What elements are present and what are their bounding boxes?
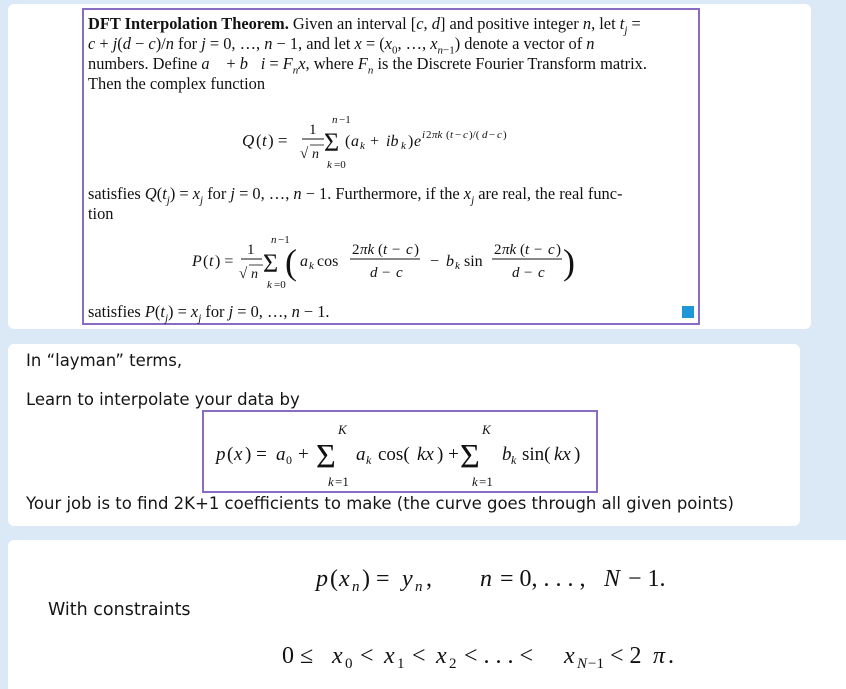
svg-text:t: t	[450, 129, 454, 141]
svg-text:=0: =0	[334, 159, 346, 171]
svg-text:n: n	[480, 566, 492, 592]
constraint-inequality	[280, 633, 740, 677]
svg-text:a: a	[356, 444, 366, 465]
svg-text:a: a	[300, 253, 308, 270]
svg-text:N: N	[604, 566, 621, 592]
svg-text:=1: =1	[335, 474, 349, 489]
theorem-line-5: satisfies $Q(t_j) = x_j$ for j = 0, …, n − 1. Furthermore, if the $x_j$ are real, the real func-	[88, 184, 623, 207]
svg-text:x: x	[339, 566, 350, 592]
svg-text:N: N	[577, 656, 588, 672]
svg-text:−: −	[534, 242, 543, 258]
svg-text:x: x	[332, 643, 343, 669]
svg-text:−: −	[489, 129, 496, 141]
svg-text:1: 1	[247, 242, 255, 258]
svg-text:y: y	[402, 566, 413, 592]
svg-text:(: (	[378, 242, 383, 258]
svg-text:sin: sin	[464, 253, 483, 270]
svg-text:) =: ) =	[362, 566, 390, 592]
svg-text:cos: cos	[317, 253, 339, 270]
svg-text:n: n	[251, 267, 258, 282]
svg-text:k: k	[328, 474, 334, 489]
interpolation-condition	[310, 556, 710, 600]
svg-text:p: p	[216, 444, 226, 465]
svg-text:cos(: cos(	[378, 444, 410, 465]
svg-text:k: k	[327, 159, 332, 171]
p-equation	[184, 230, 624, 296]
fourier-series-frame	[202, 410, 598, 493]
svg-text:n: n	[352, 579, 360, 595]
svg-text:k: k	[360, 140, 365, 152]
svg-text:1: 1	[397, 656, 405, 672]
svg-text:(: (	[203, 253, 209, 270]
svg-text:<: <	[412, 643, 426, 669]
svg-text:0: 0	[286, 453, 292, 467]
svg-text:.: .	[668, 643, 674, 669]
svg-text:πk: πk	[432, 129, 443, 141]
job-text: Your job is to find 2K+1 coefficients to make (the curve goes through all given points)	[26, 494, 734, 513]
svg-text:1: 1	[309, 122, 317, 138]
svg-text:k: k	[267, 279, 272, 291]
svg-text:Σ: Σ	[324, 128, 340, 157]
svg-text:=0: =0	[274, 279, 286, 291]
svg-text:d: d	[512, 265, 520, 281]
fourier-series-equation	[204, 412, 596, 491]
svg-text:p: p	[316, 566, 328, 592]
svg-text:a: a	[351, 133, 359, 150]
theorem-line-7: satisfies $P(t_j) = x_j$ for j = 0, …, n − 1.	[88, 302, 330, 325]
svg-text:−1: −1	[339, 114, 351, 126]
svg-text:c: c	[538, 265, 545, 281]
svg-text:x: x	[384, 643, 395, 669]
svg-text:K: K	[338, 422, 347, 437]
svg-text:(: (	[345, 133, 351, 150]
svg-text:P: P	[192, 253, 202, 270]
svg-text:): )	[574, 444, 581, 465]
svg-text:−1: −1	[588, 656, 604, 672]
svg-text:) +: ) +	[437, 444, 459, 465]
svg-text:e: e	[414, 133, 422, 150]
svg-text:c: c	[396, 265, 403, 281]
svg-text:sin(: sin(	[522, 444, 551, 465]
svg-text:i: i	[422, 129, 426, 141]
svg-text:√: √	[239, 266, 248, 282]
svg-text:<: <	[360, 643, 374, 669]
svg-text:k: k	[455, 260, 460, 272]
svg-text:c: c	[406, 242, 413, 258]
theorem-line-6: tion	[88, 204, 114, 223]
svg-text:) =: ) =	[268, 131, 288, 150]
svg-text:d: d	[370, 265, 378, 281]
svg-text:k: k	[401, 140, 406, 152]
theorem-line-1-text: Given an interval [c, d] and positive integer n, let $t_j$ =	[292, 14, 641, 37]
svg-text:+: +	[298, 444, 309, 465]
svg-text:(: (	[256, 131, 262, 150]
svg-text:c: c	[548, 242, 555, 258]
theorem-line-4: Then the complex function	[88, 74, 266, 93]
svg-text:− 1.: − 1.	[628, 566, 666, 592]
svg-text:k: k	[366, 453, 372, 467]
svg-text:0: 0	[345, 656, 353, 672]
svg-text:(: (	[330, 566, 338, 592]
theorem-card	[8, 4, 811, 329]
svg-text:Q: Q	[242, 131, 255, 150]
svg-text:−: −	[392, 242, 401, 258]
svg-text:): )	[408, 133, 414, 150]
svg-text:b: b	[446, 253, 454, 270]
theorem-title: DFT Interpolation Theorem.	[88, 14, 289, 33]
layman-intro: In “layman” terms,	[26, 351, 183, 370]
svg-text:2: 2	[449, 656, 457, 672]
svg-text:ib: ib	[386, 133, 399, 150]
svg-text:t: t	[262, 131, 267, 150]
svg-text:x: x	[436, 643, 447, 669]
theorem-line-3: numbers. Define a⃗ + b⃗i = $F_nx$, where $F_n$ is the Discrete Fourier Transform matrix.	[88, 54, 647, 77]
svg-text:k: k	[472, 474, 478, 489]
theorem-line-2: c + j(d − c)/n for j = 0, …, n − 1, and let $x = (x_0$, …, $x_{n-1}$) denote a vector of n	[88, 34, 595, 57]
svg-text:Σ: Σ	[316, 438, 336, 475]
svg-text:n: n	[312, 147, 319, 162]
svg-text:−: −	[382, 265, 391, 281]
svg-text:,: ,	[426, 566, 432, 592]
svg-text:x: x	[564, 643, 575, 669]
svg-text:n: n	[271, 234, 277, 246]
svg-text:c: c	[463, 129, 468, 141]
svg-text:t: t	[383, 242, 388, 258]
svg-text:(: (	[520, 242, 525, 258]
svg-text:= 0, . . . ,: = 0, . . . ,	[500, 566, 586, 592]
learn-text: Learn to interpolate your data by	[26, 390, 300, 409]
svg-text:t: t	[209, 253, 214, 270]
qed-square	[682, 306, 694, 318]
svg-text:kx: kx	[417, 444, 434, 465]
svg-text:k: k	[309, 260, 314, 272]
svg-text:(: (	[285, 242, 297, 282]
svg-text:√: √	[300, 146, 309, 162]
svg-text:kx: kx	[554, 444, 571, 465]
svg-text:x: x	[234, 444, 243, 465]
svg-text:0 ≤: 0 ≤	[282, 643, 314, 669]
svg-text:−: −	[524, 265, 533, 281]
svg-text:a: a	[276, 444, 286, 465]
svg-text:) =: ) =	[245, 444, 267, 465]
svg-text:)/(: )/(	[469, 129, 480, 141]
svg-text:−: −	[455, 129, 462, 141]
svg-text:): )	[503, 129, 507, 141]
svg-text:πk: πk	[360, 242, 375, 258]
constraints-label: With constraints	[48, 600, 191, 620]
svg-text:(: (	[227, 444, 234, 465]
svg-text:): )	[556, 242, 561, 258]
svg-text:+: +	[370, 133, 380, 150]
svg-text:k: k	[511, 453, 517, 467]
svg-text:n: n	[415, 579, 423, 595]
svg-text:πk: πk	[502, 242, 517, 258]
svg-text:c: c	[497, 129, 502, 141]
svg-text:(: (	[446, 129, 450, 141]
svg-text:π: π	[653, 643, 666, 669]
svg-text:) =: ) =	[215, 253, 234, 270]
svg-text:Σ: Σ	[263, 249, 279, 278]
svg-text:−1: −1	[278, 234, 290, 246]
svg-text:K: K	[482, 422, 491, 437]
svg-text:Σ: Σ	[460, 438, 480, 475]
svg-text:t: t	[525, 242, 530, 258]
svg-text:=1: =1	[479, 474, 493, 489]
svg-text:): )	[563, 242, 575, 282]
svg-text:2: 2	[352, 242, 360, 258]
svg-text:< 2: < 2	[610, 643, 642, 669]
theorem-frame	[82, 8, 700, 325]
svg-text:2: 2	[426, 129, 432, 141]
svg-text:d: d	[482, 129, 488, 141]
svg-text:< . . . <: < . . . <	[464, 643, 534, 669]
svg-text:b: b	[502, 444, 512, 465]
q-equation	[234, 108, 574, 176]
svg-text:−: −	[430, 253, 440, 270]
svg-text:): )	[414, 242, 419, 258]
svg-text:n: n	[332, 114, 338, 126]
svg-text:2: 2	[494, 242, 502, 258]
